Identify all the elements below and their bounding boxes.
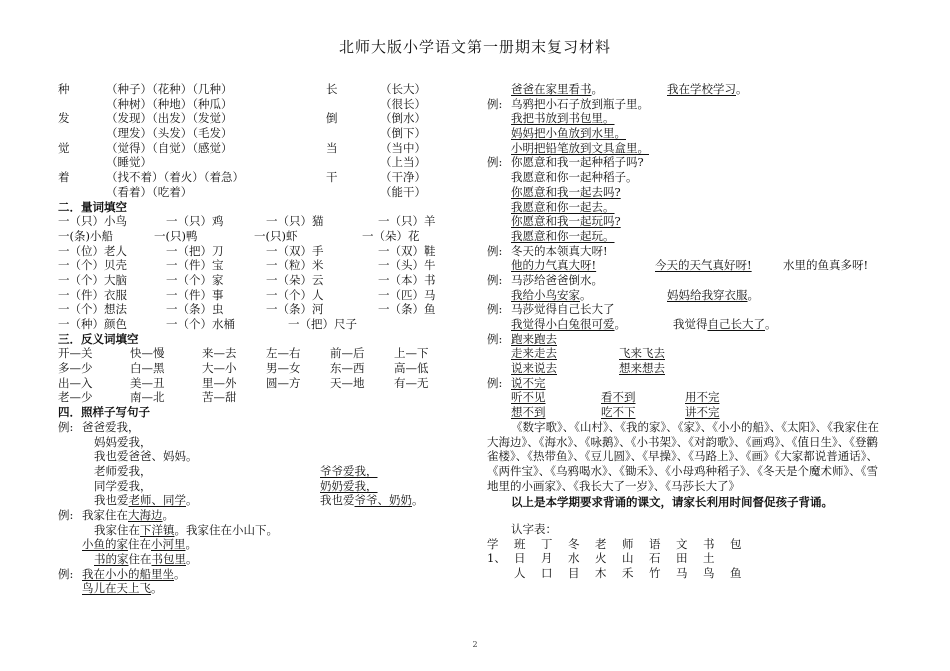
measure-item: 一（件）宝: [166, 258, 224, 273]
measure-item: 一（双）手: [266, 243, 324, 258]
antonym-pair: 天—地: [330, 375, 365, 390]
sentence-text: 我也爱爸爸、妈妈。: [94, 449, 198, 464]
measure-row: [58, 229, 478, 244]
sentence-text: [667, 82, 748, 97]
antonym-pair: 里—外: [202, 375, 237, 390]
antonym-pair: 上—下: [394, 346, 429, 361]
char-cell: 文: [676, 536, 688, 551]
measure-row: [58, 244, 478, 259]
sentence-text: 同学爱我，: [94, 478, 152, 493]
char-row: [487, 551, 897, 566]
text-part: 住在: [128, 552, 152, 566]
polyphone-words: （看着）（吃着）: [106, 184, 193, 199]
underlined-part: 大海边: [128, 507, 163, 522]
right-column: [487, 82, 897, 581]
sentence-line: [487, 405, 897, 420]
sentence-text: 你愿意和我一起种稻子吗?: [511, 155, 644, 170]
page-number: 2: [472, 640, 478, 649]
sentence-line: [58, 420, 478, 435]
text-part: 。: [580, 287, 592, 302]
sentence-text: 跑来跑去: [511, 331, 557, 346]
sentence-line: [487, 111, 897, 126]
sentence-line: [487, 390, 897, 405]
measure-row: [58, 302, 478, 317]
char-cell: 鱼: [730, 566, 742, 581]
measure-item: 一（把）尺子: [288, 317, 357, 331]
polyphone-words: （很长）: [380, 96, 426, 111]
underlined-part: 老师、同学: [128, 493, 186, 508]
sentence-text: 冬天的本领真大呀!: [511, 243, 608, 258]
measure-item: 一（位）老人: [58, 243, 127, 258]
polyphone-words: （倒水）: [380, 111, 426, 126]
measure-item: 一（双）鞋: [378, 243, 436, 258]
underlined-part: 小鱼的家: [82, 537, 128, 552]
char-cell: 学: [487, 536, 499, 551]
text-part: 我觉得: [673, 317, 708, 331]
text-part: 。: [186, 493, 198, 508]
text-part: 。: [591, 82, 603, 96]
recitation-list: 《数字歌》、《山村》、《我的家》、《家》、《小小的船》、《太阳》、《我家住在大海边》、《海水》、《咏鹅》、《小书架》、《对韵歌》、《画鸡》、《值日生》、《登鹳雀楼》、《热带鱼》、《豆儿圆》、《早操》、《马路上》、《画》《大家都说普通话》、《两件宝》、《乌鸦喝水》、《锄禾》、《小母鸡种稻子》、《冬天是个魔术师》、《雪地里的小画家》、《我长大了一岁》、《马莎长大了》: [487, 419, 879, 493]
char-cell: 水: [568, 551, 580, 566]
sentence-text: [511, 288, 592, 303]
char-cell: 书: [703, 536, 715, 551]
char-cell: 口: [541, 566, 553, 581]
underlined-part: 在小小的船里坐: [93, 566, 174, 581]
measure-item: 一(只)鸭: [154, 228, 198, 243]
underlined-part: 在天上飞: [105, 581, 151, 596]
antonym-pair: 苦—甜: [202, 390, 237, 405]
antonym-table: [58, 346, 478, 405]
polyphone-char: 当: [326, 140, 338, 155]
antonym-pair: 前—后: [330, 346, 365, 361]
sentence-line: [487, 346, 897, 361]
measure-item: 一（只）猫: [266, 214, 324, 229]
text-part: 。: [174, 566, 186, 581]
char-cell: 目: [568, 566, 580, 581]
text-part: 。我家住在小山下。: [174, 522, 278, 537]
sentence-text: [673, 317, 777, 332]
sentence-line: [487, 185, 897, 200]
sentence-text: 我愿意和你一起种稻子。: [511, 170, 638, 185]
polyphone-words: （种树）（种地）（种瓜）: [106, 96, 233, 111]
char-cell: 师: [622, 536, 634, 551]
text-part: 。: [736, 82, 748, 96]
polyphone-char: 干: [326, 170, 338, 185]
sentence-text: [667, 288, 759, 303]
antonym-pair: 高—低: [394, 361, 429, 376]
measure-item: 一（个）想法: [58, 302, 127, 317]
sentence-text: 他的力气真大呀!: [511, 258, 597, 273]
sentence-text: [94, 552, 198, 567]
underlined-part: 爸爸在家里看书: [511, 82, 592, 96]
polyphone-char: 觉: [58, 140, 70, 155]
sentence-line: [487, 82, 897, 97]
measure-row: [58, 258, 478, 273]
polyphone-row: [58, 111, 478, 126]
sentence-line: [58, 464, 478, 479]
measure-item: 一（朵）云: [266, 272, 324, 287]
measure-item: 一(条)小船: [58, 228, 113, 243]
sentence-line: [487, 141, 897, 156]
notice-text: 以上是本学期要求背诵的课文，请家长利用时间督促孩子背诵。: [511, 495, 833, 510]
measure-item: 一（个）大脑: [58, 272, 127, 287]
sentence-line: [487, 170, 897, 185]
antonym-pair: 白—黑: [130, 361, 165, 376]
antonym-pair: 东—西: [330, 361, 365, 376]
antonym-pair: 南—北: [130, 390, 165, 405]
sentence-line: [58, 567, 478, 582]
measure-item: 一（件）事: [166, 287, 224, 302]
char-cell: 人: [514, 566, 526, 581]
text-part: 。: [185, 537, 197, 552]
measure-item: 一（个）水桶: [166, 317, 235, 331]
polyphone-words: （找不着）（着火）（着急）: [106, 170, 244, 185]
sentence-text: 说来说去: [511, 361, 557, 376]
polyphone-char: 种: [58, 82, 70, 96]
char-cell: 冬: [568, 536, 580, 551]
sentence-text: 小明把铅笔放到文具盒里。: [511, 140, 649, 155]
polyphone-words: （理发）（头发）（毛发）: [106, 126, 233, 141]
measure-item: 一（件）衣服: [58, 287, 127, 302]
underlined-part: 鸟儿: [82, 581, 105, 596]
underlined-part: 自己长大了: [707, 317, 765, 331]
measure-item: 一（把）刀: [166, 243, 224, 258]
char-cell: 日: [514, 551, 526, 566]
polyphone-list: [58, 82, 478, 200]
sentence-text: 用不完: [685, 390, 720, 405]
parent-notice: [487, 495, 897, 510]
text-part: 。: [765, 317, 777, 331]
sentence-text: [82, 508, 174, 523]
antonym-row: [58, 346, 478, 361]
polyphone-row: [58, 82, 478, 97]
polyphone-words: （觉得）（自觉）（感觉）: [106, 140, 233, 155]
sentence-text: 走来走去: [511, 346, 557, 361]
underlined-part: 书的家: [94, 552, 129, 566]
section-heading: 三．反义词填空: [58, 331, 139, 346]
char-cell: 语: [649, 536, 661, 551]
sentence-text: 奶奶爱我，: [320, 478, 378, 493]
underlined-part: 小河里: [151, 537, 186, 552]
sentence-line: [487, 229, 897, 244]
char-cell: 老: [595, 536, 607, 551]
polyphone-row: [58, 155, 478, 170]
antonym-pair: 来—去: [202, 346, 237, 361]
char-table-title: [487, 522, 897, 537]
sentence-text: [82, 581, 163, 596]
sentence-text: 水里的鱼真多呀!: [783, 258, 869, 273]
sentence-text: 吃不下: [601, 405, 636, 420]
measure-item: 一（条）虫: [166, 302, 224, 317]
polyphone-words: （睡觉）: [106, 155, 152, 170]
page-title: 北师大版小学语文第一册期末复习材料: [338, 38, 611, 56]
sentence-line: [487, 332, 897, 347]
polyphone-char: 长: [326, 82, 338, 96]
sentence-line: [487, 317, 897, 332]
measure-item: 一（粒）米: [266, 258, 324, 273]
char-cell: 山: [622, 551, 634, 566]
sentence-line: [487, 214, 897, 229]
sentence-text: 今天的天气真好呀!: [655, 258, 752, 273]
underlined-part: 在学校学习: [678, 82, 736, 96]
sentence-line: [58, 449, 478, 464]
polyphone-words: （干净）: [380, 170, 426, 185]
sentence-line: [487, 273, 897, 288]
sentence-text: 看不到: [601, 390, 636, 405]
antonym-pair: 有—无: [394, 375, 429, 390]
sentence-text: [511, 317, 626, 332]
underlined-part: 书包里: [151, 552, 186, 566]
section-heading: 四．照样子写句子: [58, 405, 150, 420]
sentence-text: [320, 493, 424, 508]
sentence-line: [487, 361, 897, 376]
measure-item: 一(只)虾: [254, 228, 298, 243]
section-measure-words: [58, 200, 478, 215]
measure-item: 一（头）牛: [378, 258, 436, 273]
sentence-text: [82, 537, 197, 552]
left-column: [58, 82, 478, 596]
char-cell: 火: [595, 551, 607, 566]
antonym-pair: 多—少: [58, 361, 93, 376]
polyphone-words: （倒下）: [380, 126, 426, 141]
polyphone-row: [58, 170, 478, 185]
measure-item: 一（条）河: [266, 302, 324, 317]
polyphone-words: （发现）（出发）（发觉）: [106, 111, 233, 126]
underlined-part: 我给小鸟安家: [511, 287, 580, 302]
sentence-text: 我愿意和你一起玩。: [511, 228, 615, 243]
sentence-text: 爸爸爱我，: [82, 419, 140, 434]
char-cell: 包: [730, 536, 742, 551]
example-label: 例:: [58, 507, 74, 522]
sentence-line: [487, 200, 897, 215]
polyphone-row: [58, 126, 478, 141]
measure-item: 一（本）书: [378, 272, 436, 287]
sentence-line: [487, 258, 897, 273]
text-part: 我家住在: [94, 522, 140, 537]
char-title-text: 认字表：: [511, 522, 557, 537]
sentence-line: [58, 479, 478, 494]
underlined-part: 我觉得: [511, 317, 546, 331]
polyphone-char: 发: [58, 111, 70, 126]
sentence-text: 妈妈把小鱼放到水里。: [511, 126, 626, 141]
measure-item: 一（只）小鸟: [58, 214, 127, 229]
antonym-pair: 开—关: [58, 346, 93, 361]
sentence-text: 爷爷爱我，: [320, 463, 378, 478]
measure-row: [58, 288, 478, 303]
example-label: 例:: [487, 272, 503, 287]
underlined-part: 下洋镇: [140, 522, 175, 537]
char-cell: 班: [514, 536, 526, 551]
text-part: 。: [747, 287, 759, 302]
sentence-text: 我把书放到书包里。: [511, 111, 615, 126]
char-cell: 丁: [541, 536, 553, 551]
text-part: 。: [412, 493, 424, 508]
char-cell: 竹: [649, 566, 661, 581]
example-label: 例:: [487, 243, 503, 258]
antonym-pair: 圆—方: [266, 375, 301, 390]
sentence-line: [58, 523, 478, 538]
sentence-line: [487, 376, 897, 391]
antonym-row: [58, 376, 478, 391]
sentence-text: 老师爱我，: [94, 463, 152, 478]
measure-item: 一（个）家: [166, 272, 224, 287]
example-label: 例:: [487, 155, 503, 170]
example-label: 例:: [487, 331, 503, 346]
antonym-pair: 老—少: [58, 390, 93, 405]
sentence-text: 想不到: [511, 405, 546, 420]
sentence-line: [58, 581, 478, 596]
sentence-text: [94, 523, 278, 538]
underlined-part: 妈妈给我穿衣服: [667, 287, 748, 302]
char-row: [487, 537, 897, 552]
polyphone-row: [58, 185, 478, 200]
sentence-line: [58, 435, 478, 450]
antonym-row: [58, 390, 478, 405]
antonym-pair: 大—小: [202, 361, 237, 376]
antonym-row: [58, 361, 478, 376]
section-antonyms: [58, 332, 478, 347]
char-cell: 月: [541, 551, 553, 566]
measure-item: 一（匹）马: [378, 287, 436, 302]
sentence-text: [94, 493, 198, 508]
measure-row: [58, 273, 478, 288]
measure-row: [58, 317, 478, 332]
sentence-line: [58, 537, 478, 552]
measure-item: 一（朵）花: [362, 228, 420, 243]
antonym-pair: 快—慢: [130, 346, 165, 361]
text-part: 。: [162, 507, 174, 522]
text-part: 我也爱: [320, 493, 355, 508]
sentence-text: 马莎觉得自己长大了: [511, 302, 615, 317]
sentence-text: 飞来飞去: [619, 346, 665, 361]
underlined-part: 我: [82, 566, 94, 581]
antonym-pair: 男—女: [266, 361, 301, 376]
example-label: 例:: [58, 419, 74, 434]
text-part: 。: [151, 581, 163, 596]
sentence-text: 讲不完: [685, 405, 720, 420]
sentence-text: [511, 82, 603, 97]
underlined-part: 爷爷、奶奶: [354, 493, 412, 508]
measure-row: [58, 214, 478, 229]
polyphone-char: 倒: [326, 111, 338, 126]
polyphone-char: 着: [58, 170, 70, 185]
char-cell: 田: [676, 551, 688, 566]
sentence-text: 马莎给爸爸倒水。: [511, 272, 603, 287]
text-part: 。: [614, 317, 626, 331]
char-cell: 木: [595, 566, 607, 581]
sentence-text: 乌鸦把小石子放到瓶子里。: [511, 96, 649, 111]
example-label: 例:: [487, 96, 503, 111]
example-label: 例:: [58, 566, 74, 581]
sentence-text: 听不见: [511, 390, 546, 405]
underlined-part: 小白兔很可爱: [545, 317, 615, 331]
sentence-text: 妈妈爱我，: [94, 434, 152, 449]
sentence-text: 你愿意和我一起玩吗?: [511, 214, 621, 229]
antonym-pair: 出—入: [58, 375, 93, 390]
row-label: 1、: [487, 551, 506, 566]
section-heading: 二．量词填空: [58, 199, 127, 214]
polyphone-words: （上当）: [380, 155, 426, 170]
text-part: 。: [186, 552, 198, 566]
polyphone-words: （长大）: [380, 82, 426, 96]
sentence-text: 想来想去: [619, 361, 665, 376]
sentence-line: [487, 155, 897, 170]
sentence-line: [58, 493, 478, 508]
sentence-line: [487, 97, 897, 112]
section-sentences: [58, 405, 478, 420]
text-part: 住在: [128, 537, 151, 552]
antonym-pair: 美—丑: [130, 375, 165, 390]
measure-item: 一（个）贝壳: [58, 258, 127, 273]
sentence-text: 你愿意和我一起去吗?: [511, 184, 621, 199]
example-label: 例:: [487, 302, 503, 317]
text-part: 我也爱: [94, 493, 129, 508]
char-cell: 马: [676, 566, 688, 581]
polyphone-words: （当中）: [380, 140, 426, 155]
sentence-line: [58, 552, 478, 567]
text-part: 我家住在: [82, 507, 128, 522]
measure-word-table: [58, 214, 478, 332]
polyphone-words: （种子）（花种）（几种）: [106, 82, 233, 96]
char-cell: 禾: [622, 566, 634, 581]
polyphone-row: [58, 141, 478, 156]
sentence-line: [58, 508, 478, 523]
char-row: [487, 566, 897, 581]
sentence-line: [487, 126, 897, 141]
polyphone-row: [58, 97, 478, 112]
char-cell: 石: [649, 551, 661, 566]
underlined-part: 我: [667, 82, 679, 96]
sentence-line: [487, 288, 897, 303]
sentence-text: 我愿意和你一起去。: [511, 199, 615, 214]
char-cell: 土: [703, 551, 715, 566]
measure-item: 一（种）颜色: [58, 317, 127, 331]
polyphone-words: （能干）: [380, 184, 426, 199]
measure-item: 一（只）鸡: [166, 214, 224, 229]
sentence-line: [487, 244, 897, 259]
measure-item: 一（个）人: [266, 287, 324, 302]
sentence-text: [82, 567, 186, 582]
sentence-text: 说不完: [511, 375, 546, 390]
char-cell: 鸟: [703, 566, 715, 581]
sentence-line: [487, 302, 897, 317]
example-label: 例:: [487, 375, 503, 390]
measure-item: 一（条）鱼: [378, 302, 436, 317]
measure-item: 一（只）羊: [378, 214, 436, 229]
antonym-pair: 左—右: [266, 346, 301, 361]
